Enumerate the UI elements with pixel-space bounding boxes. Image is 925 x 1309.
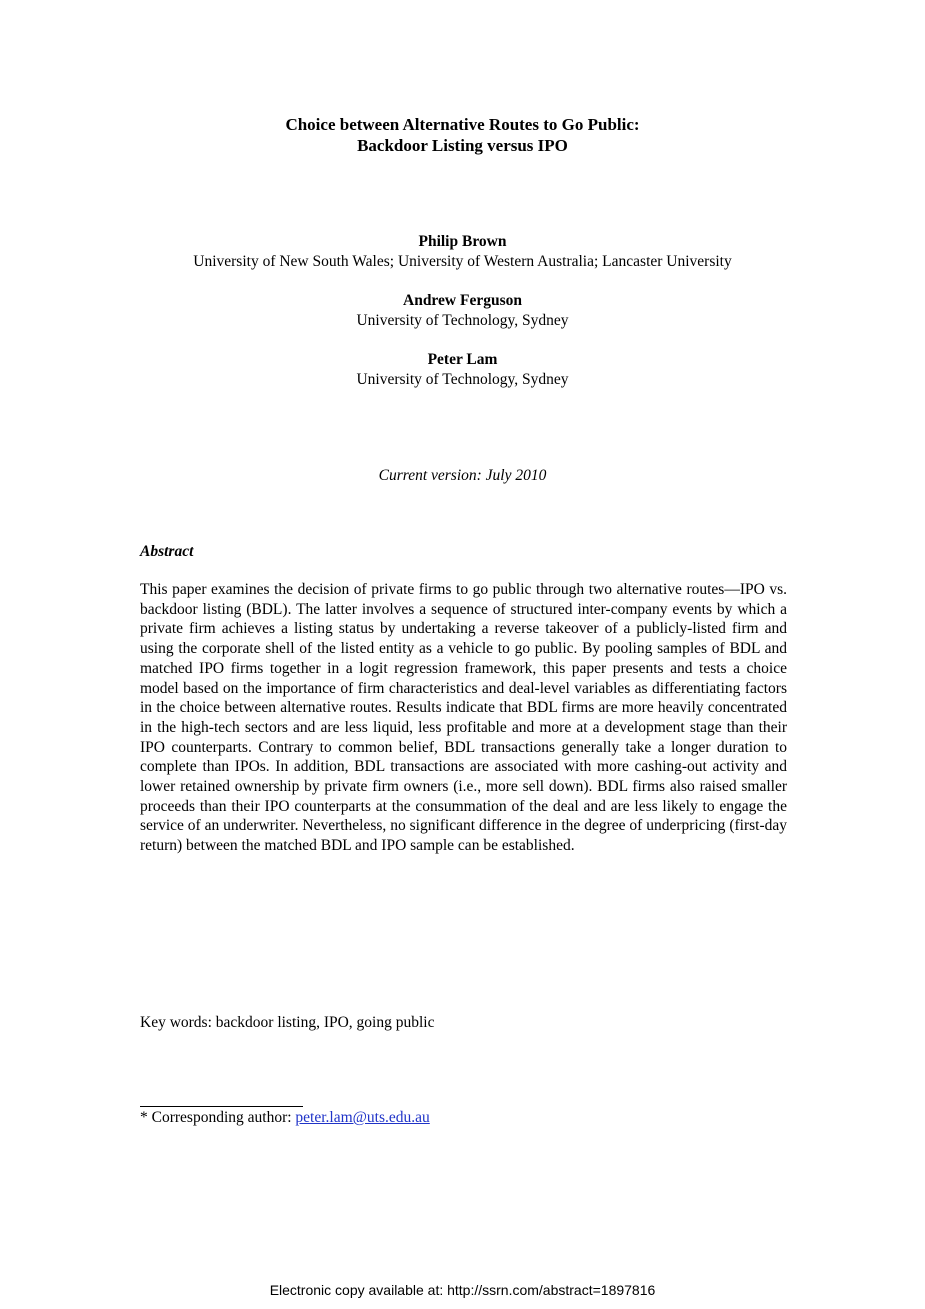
author-affiliation: University of Technology, Sydney bbox=[356, 371, 569, 388]
author-block-ferguson bbox=[0, 291, 925, 331]
footnote-label: * Corresponding author: bbox=[140, 1109, 296, 1126]
paper-title-line-2: Backdoor Listing versus IPO bbox=[357, 136, 568, 155]
author-name: Philip Brown bbox=[418, 233, 507, 250]
author-affiliation: University of Technology, Sydney bbox=[356, 312, 569, 329]
version-date: Current version: July 2010 bbox=[378, 467, 547, 484]
footnote-divider bbox=[140, 1106, 303, 1107]
paper-title-line-1: Choice between Alternative Routes to Go Public: bbox=[285, 115, 640, 134]
corresponding-email-link[interactable]: peter.lam@uts.edu.au bbox=[295, 1109, 430, 1126]
footnote bbox=[140, 1108, 430, 1128]
author-affiliation: University of New South Wales; University of Western Australia; Lancaster University bbox=[193, 253, 732, 270]
abstract-body: This paper examines the decision of private firms to go public through two alternative routes—IPO vs. backdoor listing (BDL). The latter involves a sequence of structured inter-company events by which a private firm achieves a listing status by undertaking a reverse takeover of a publicly-listed firm and using the corporate shell of the listed entity as a vehicle to go public. By pooling samples of BDL and matched IPO firms together in a logit regression framework, this paper presents and tests a choice model based on the importance of firm characteristics and deal-level variables as differentiating factors in the choice between alternative routes. Results indicate that BDL firms are more heavily concentrated in the high-tech sectors and are less liquid, less profitable and more at a development stage than their IPO counterparts. Contrary to common belief, BDL transactions generally take a longer duration to complete than IPOs. In addition, BDL transactions are associated with more cashing-out activity and lower retained ownership by private firm owners (i.e., more sell down). BDL firms also raised smaller proceeds than their IPO counterparts at the consummation of the deal and are less likely to engage the service of an underwriter. Nevertheless, no significant difference in the degree of underpricing (first-day return) between the matched BDL and IPO sample can be established. bbox=[140, 581, 787, 855]
keywords: Key words: backdoor listing, IPO, going public bbox=[140, 1014, 435, 1031]
abstract-heading: Abstract bbox=[140, 543, 194, 560]
paper-title bbox=[0, 114, 925, 156]
author-block-brown bbox=[0, 232, 925, 272]
author-name: Andrew Ferguson bbox=[403, 292, 522, 309]
ssrn-notice: Electronic copy available at: http://ssrn.com/abstract=1897816 bbox=[269, 1282, 656, 1298]
author-block-lam bbox=[0, 350, 925, 390]
author-name: Peter Lam bbox=[427, 351, 498, 368]
